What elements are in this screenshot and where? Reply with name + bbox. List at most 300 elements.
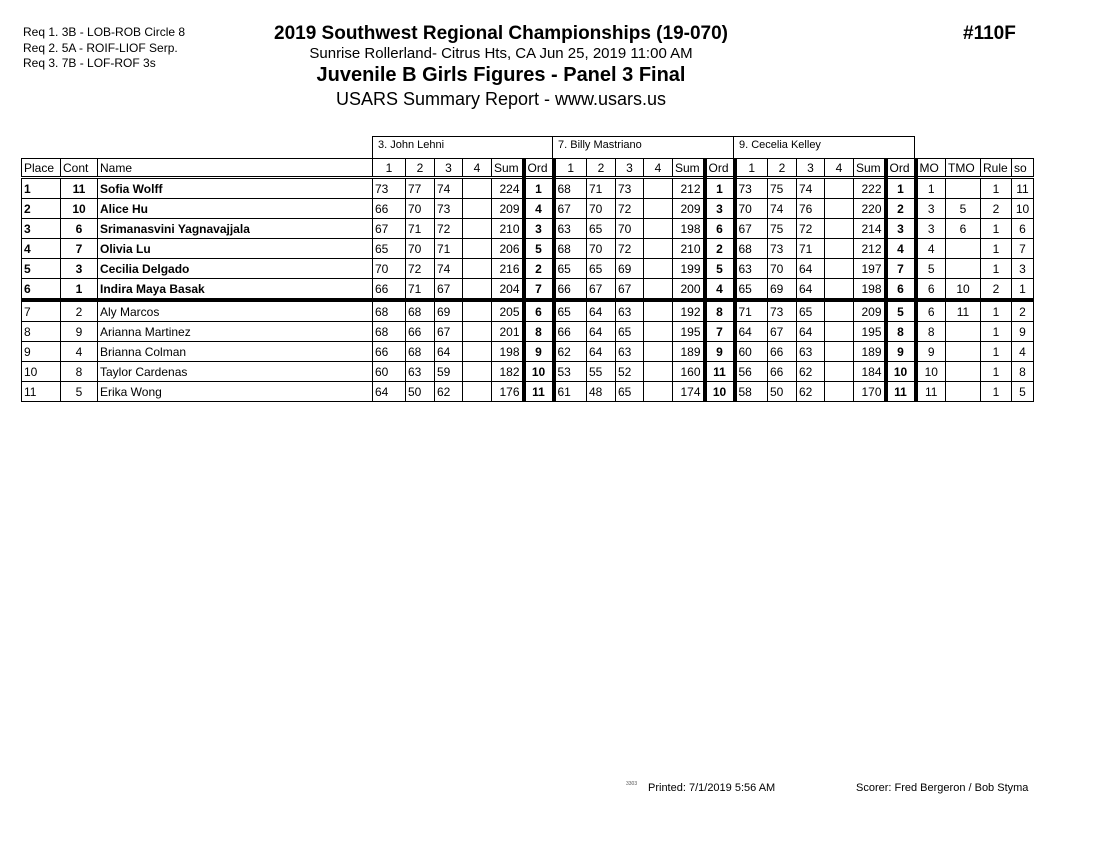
judge-3-sum: 212 bbox=[854, 239, 886, 259]
judge-3-score-3: 72 bbox=[797, 219, 825, 239]
mo-cell: 10 bbox=[916, 362, 946, 382]
tmo-cell bbox=[946, 259, 981, 279]
judge-3-score-4 bbox=[825, 322, 854, 342]
rule-cell: 1 bbox=[981, 178, 1012, 199]
judge-2-score-4 bbox=[644, 279, 673, 301]
judge-3-score-2: 50 bbox=[768, 382, 797, 402]
judge-3-ordinal: 7 bbox=[886, 259, 916, 279]
judge-3-score-1: 71 bbox=[735, 300, 768, 322]
judge-2-sum: 198 bbox=[673, 219, 705, 239]
table-row bbox=[22, 342, 1034, 362]
skater-name-cell: Taylor Cardenas bbox=[98, 362, 373, 382]
judge-1-sum: 182 bbox=[492, 362, 524, 382]
judge-1-score-4 bbox=[463, 300, 492, 322]
skater-name-cell: Arianna Martinez bbox=[98, 322, 373, 342]
place-cell: 3 bbox=[22, 219, 61, 239]
printed-timestamp: Printed: 7/1/2019 5:56 AM bbox=[648, 782, 776, 794]
judge-2-score-3: 52 bbox=[616, 362, 644, 382]
scorer-names: Scorer: Fred Bergeron / Bob Styma bbox=[856, 782, 1029, 794]
judge-1-score-4 bbox=[463, 219, 492, 239]
judge-3-score-2: 75 bbox=[768, 178, 797, 199]
so-cell: 9 bbox=[1012, 322, 1034, 342]
skater-name-cell: Indira Maya Basak bbox=[98, 279, 373, 301]
header-j1-ord: Ord bbox=[524, 159, 554, 178]
judge-1-score-1: 64 bbox=[373, 382, 406, 402]
skater-name-cell: Brianna Colman bbox=[98, 342, 373, 362]
tmo-cell bbox=[946, 342, 981, 362]
judge-1-score-2: 70 bbox=[406, 239, 435, 259]
judge-1-score-4 bbox=[463, 362, 492, 382]
table-row bbox=[22, 382, 1034, 402]
judge-3-score-1: 64 bbox=[735, 322, 768, 342]
place-cell: 4 bbox=[22, 239, 61, 259]
header-so: so bbox=[1012, 159, 1034, 178]
header-j2-sum: Sum bbox=[673, 159, 705, 178]
tmo-cell bbox=[946, 239, 981, 259]
judge-2-score-1: 68 bbox=[554, 178, 587, 199]
judge-3-score-1: 56 bbox=[735, 362, 768, 382]
judge-2-score-4 bbox=[644, 239, 673, 259]
report-code: 3303 bbox=[626, 781, 638, 787]
judge-1-score-2: 71 bbox=[406, 279, 435, 301]
rule-cell: 1 bbox=[981, 342, 1012, 362]
judge-1-ordinal: 2 bbox=[524, 259, 554, 279]
judge-2-score-3: 73 bbox=[616, 178, 644, 199]
rule-cell: 1 bbox=[981, 362, 1012, 382]
cont-cell: 10 bbox=[61, 199, 98, 219]
judge-1-score-3: 64 bbox=[435, 342, 463, 362]
so-cell: 10 bbox=[1012, 199, 1034, 219]
judge-1-score-4 bbox=[463, 199, 492, 219]
judge-1-sum: 224 bbox=[492, 178, 524, 199]
mo-cell: 9 bbox=[916, 342, 946, 362]
judge-2-ordinal: 6 bbox=[705, 219, 735, 239]
tmo-cell: 5 bbox=[946, 199, 981, 219]
judge-1-score-1: 66 bbox=[373, 342, 406, 362]
judge-3-sum: 214 bbox=[854, 219, 886, 239]
judge-1-name: 3. John Lehni bbox=[372, 136, 553, 158]
judge-1-score-2: 70 bbox=[406, 199, 435, 219]
judge-1-score-4 bbox=[463, 259, 492, 279]
judge-2-score-2: 70 bbox=[587, 239, 616, 259]
judge-3-score-1: 67 bbox=[735, 219, 768, 239]
judge-2-score-1: 66 bbox=[554, 279, 587, 301]
header-j2-s1: 1 bbox=[554, 159, 587, 178]
place-cell: 6 bbox=[22, 279, 61, 301]
rule-cell: 1 bbox=[981, 322, 1012, 342]
judge-3-score-3: 74 bbox=[797, 178, 825, 199]
judge-2-score-1: 63 bbox=[554, 219, 587, 239]
header-j2-s4: 4 bbox=[644, 159, 673, 178]
table-row bbox=[22, 219, 1034, 239]
judge-3-sum: 189 bbox=[854, 342, 886, 362]
cont-cell: 5 bbox=[61, 382, 98, 402]
place-cell: 5 bbox=[22, 259, 61, 279]
judge-3-score-3: 65 bbox=[797, 300, 825, 322]
judge-3-score-4 bbox=[825, 300, 854, 322]
judge-2-score-1: 65 bbox=[554, 300, 587, 322]
judge-2-score-4 bbox=[644, 259, 673, 279]
judge-1-sum: 198 bbox=[492, 342, 524, 362]
judge-1-score-2: 72 bbox=[406, 259, 435, 279]
mo-cell: 6 bbox=[916, 279, 946, 301]
place-cell: 9 bbox=[22, 342, 61, 362]
judge-2-sum: 209 bbox=[673, 199, 705, 219]
judge-3-ordinal: 3 bbox=[886, 219, 916, 239]
judge-3-score-4 bbox=[825, 219, 854, 239]
column-header-row bbox=[22, 159, 1034, 178]
judge-3-score-2: 75 bbox=[768, 219, 797, 239]
judge-2-score-1: 67 bbox=[554, 199, 587, 219]
judge-1-score-4 bbox=[463, 239, 492, 259]
judge-1-score-3: 74 bbox=[435, 178, 463, 199]
table-row bbox=[22, 300, 1034, 322]
judge-2-score-1: 68 bbox=[554, 239, 587, 259]
judge-1-sum: 206 bbox=[492, 239, 524, 259]
skater-name-cell: Sofia Wolff bbox=[98, 178, 373, 199]
judge-2-sum: 199 bbox=[673, 259, 705, 279]
judge-1-score-4 bbox=[463, 382, 492, 402]
judge-2-score-4 bbox=[644, 342, 673, 362]
so-cell: 5 bbox=[1012, 382, 1034, 402]
judge-3-score-2: 67 bbox=[768, 322, 797, 342]
judge-3-score-4 bbox=[825, 239, 854, 259]
judge-2-ordinal: 5 bbox=[705, 259, 735, 279]
judge-2-score-2: 65 bbox=[587, 219, 616, 239]
judge-3-score-2: 73 bbox=[768, 239, 797, 259]
judge-1-score-2: 68 bbox=[406, 300, 435, 322]
cont-cell: 4 bbox=[61, 342, 98, 362]
so-cell: 4 bbox=[1012, 342, 1034, 362]
so-cell: 8 bbox=[1012, 362, 1034, 382]
judge-2-ordinal: 9 bbox=[705, 342, 735, 362]
header-j1-sum: Sum bbox=[492, 159, 524, 178]
judge-3-score-3: 76 bbox=[797, 199, 825, 219]
so-cell: 3 bbox=[1012, 259, 1034, 279]
judge-1-score-2: 68 bbox=[406, 342, 435, 362]
judge-1-score-3: 67 bbox=[435, 322, 463, 342]
skater-name-cell: Erika Wong bbox=[98, 382, 373, 402]
judge-1-score-3: 62 bbox=[435, 382, 463, 402]
table-row bbox=[22, 199, 1034, 219]
header-j2-s3: 3 bbox=[616, 159, 644, 178]
judge-1-score-3: 73 bbox=[435, 199, 463, 219]
judge-3-ordinal: 4 bbox=[886, 239, 916, 259]
judge-3-score-3: 71 bbox=[797, 239, 825, 259]
judge-2-score-1: 62 bbox=[554, 342, 587, 362]
judge-2-score-2: 70 bbox=[587, 199, 616, 219]
judge-2-score-2: 71 bbox=[587, 178, 616, 199]
judge-2-ordinal: 8 bbox=[705, 300, 735, 322]
judge-1-score-4 bbox=[463, 279, 492, 301]
judge-2-score-1: 53 bbox=[554, 362, 587, 382]
place-cell: 7 bbox=[22, 300, 61, 322]
judge-2-score-4 bbox=[644, 219, 673, 239]
judge-2-score-1: 61 bbox=[554, 382, 587, 402]
judge-3-score-1: 60 bbox=[735, 342, 768, 362]
table-row bbox=[22, 178, 1034, 199]
judge-2-sum: 212 bbox=[673, 178, 705, 199]
judge-3-score-3: 64 bbox=[797, 279, 825, 301]
rule-cell: 2 bbox=[981, 279, 1012, 301]
judge-3-score-1: 65 bbox=[735, 279, 768, 301]
cont-cell: 2 bbox=[61, 300, 98, 322]
cont-cell: 7 bbox=[61, 239, 98, 259]
so-cell: 6 bbox=[1012, 219, 1034, 239]
judge-3-score-3: 62 bbox=[797, 362, 825, 382]
judge-2-sum: 160 bbox=[673, 362, 705, 382]
header-j1-s1: 1 bbox=[373, 159, 406, 178]
cont-cell: 3 bbox=[61, 259, 98, 279]
judge-3-ordinal: 11 bbox=[886, 382, 916, 402]
skater-name-cell: Srimanasvini Yagnavajjala bbox=[98, 219, 373, 239]
judge-2-ordinal: 1 bbox=[705, 178, 735, 199]
header-j3-s1: 1 bbox=[735, 159, 768, 178]
judge-3-score-4 bbox=[825, 199, 854, 219]
judge-1-ordinal: 10 bbox=[524, 362, 554, 382]
mo-cell: 3 bbox=[916, 219, 946, 239]
table-row bbox=[22, 362, 1034, 382]
judge-1-score-2: 71 bbox=[406, 219, 435, 239]
judge-2-score-1: 66 bbox=[554, 322, 587, 342]
judge-3-score-4 bbox=[825, 259, 854, 279]
judge-3-score-2: 66 bbox=[768, 362, 797, 382]
judge-2-ordinal: 4 bbox=[705, 279, 735, 301]
table-row bbox=[22, 239, 1034, 259]
requirement-3: Req 3. 7B - LOF-ROF 3s bbox=[23, 56, 156, 70]
judge-1-sum: 216 bbox=[492, 259, 524, 279]
header-j1-s4: 4 bbox=[463, 159, 492, 178]
judge-3-score-1: 58 bbox=[735, 382, 768, 402]
judge-2-score-4 bbox=[644, 300, 673, 322]
judge-1-sum: 176 bbox=[492, 382, 524, 402]
judge-2-sum: 195 bbox=[673, 322, 705, 342]
cont-cell: 11 bbox=[61, 178, 98, 199]
table-row bbox=[22, 322, 1034, 342]
cont-cell: 1 bbox=[61, 279, 98, 301]
judge-3-score-3: 64 bbox=[797, 322, 825, 342]
judge-2-score-3: 72 bbox=[616, 199, 644, 219]
header-place: Place bbox=[22, 159, 61, 178]
judge-2-score-2: 65 bbox=[587, 259, 616, 279]
header-j3-s2: 2 bbox=[768, 159, 797, 178]
judge-2-sum: 189 bbox=[673, 342, 705, 362]
results-table bbox=[21, 158, 1034, 402]
judge-1-ordinal: 5 bbox=[524, 239, 554, 259]
judge-3-score-2: 74 bbox=[768, 199, 797, 219]
judge-1-score-1: 66 bbox=[373, 279, 406, 301]
header-cont: Cont bbox=[61, 159, 98, 178]
judge-1-score-4 bbox=[463, 178, 492, 199]
mo-cell: 11 bbox=[916, 382, 946, 402]
judge-3-score-2: 66 bbox=[768, 342, 797, 362]
event-title: Juvenile B Girls Figures - Panel 3 Final bbox=[316, 64, 686, 86]
judge-2-score-3: 72 bbox=[616, 239, 644, 259]
header-j1-s3: 3 bbox=[435, 159, 463, 178]
judge-2-ordinal: 2 bbox=[705, 239, 735, 259]
judge-1-ordinal: 1 bbox=[524, 178, 554, 199]
judge-2-sum: 200 bbox=[673, 279, 705, 301]
judge-3-score-3: 64 bbox=[797, 259, 825, 279]
judge-1-score-2: 66 bbox=[406, 322, 435, 342]
judge-3-ordinal: 6 bbox=[886, 279, 916, 301]
judge-1-score-2: 63 bbox=[406, 362, 435, 382]
judge-3-score-4 bbox=[825, 362, 854, 382]
judge-1-ordinal: 7 bbox=[524, 279, 554, 301]
venue-date: Sunrise Rollerland- Citrus Hts, CA Jun 25, 2019 11:00 AM bbox=[309, 45, 693, 62]
judge-3-score-2: 70 bbox=[768, 259, 797, 279]
mo-cell: 6 bbox=[916, 300, 946, 322]
place-cell: 2 bbox=[22, 199, 61, 219]
judge-3-score-1: 73 bbox=[735, 178, 768, 199]
judge-2-score-2: 55 bbox=[587, 362, 616, 382]
judge-3-score-3: 62 bbox=[797, 382, 825, 402]
judge-1-sum: 205 bbox=[492, 300, 524, 322]
judge-1-score-1: 67 bbox=[373, 219, 406, 239]
rule-cell: 1 bbox=[981, 382, 1012, 402]
judge-2-name: 7. Billy Mastriano bbox=[553, 136, 734, 158]
header-j3-s4: 4 bbox=[825, 159, 854, 178]
judge-1-score-3: 69 bbox=[435, 300, 463, 322]
judge-2-score-2: 64 bbox=[587, 300, 616, 322]
judge-1-sum: 210 bbox=[492, 219, 524, 239]
judge-1-score-1: 66 bbox=[373, 199, 406, 219]
judge-2-score-2: 64 bbox=[587, 342, 616, 362]
judge-2-score-4 bbox=[644, 362, 673, 382]
judge-3-score-4 bbox=[825, 382, 854, 402]
judge-1-ordinal: 3 bbox=[524, 219, 554, 239]
mo-cell: 3 bbox=[916, 199, 946, 219]
judge-1-score-4 bbox=[463, 322, 492, 342]
table-row bbox=[22, 279, 1034, 301]
requirement-1: Req 1. 3B - LOB-ROB Circle 8 bbox=[23, 25, 186, 39]
place-cell: 10 bbox=[22, 362, 61, 382]
judge-1-score-1: 70 bbox=[373, 259, 406, 279]
judge-2-score-3: 67 bbox=[616, 279, 644, 301]
judge-2-score-3: 65 bbox=[616, 322, 644, 342]
judge-2-score-4 bbox=[644, 382, 673, 402]
mo-cell: 5 bbox=[916, 259, 946, 279]
table-row bbox=[22, 259, 1034, 279]
judge-1-score-3: 72 bbox=[435, 219, 463, 239]
header-name: Name bbox=[98, 159, 373, 178]
skater-name-cell: Olivia Lu bbox=[98, 239, 373, 259]
header-j3-sum: Sum bbox=[854, 159, 886, 178]
judge-3-score-2: 69 bbox=[768, 279, 797, 301]
judge-2-ordinal: 7 bbox=[705, 322, 735, 342]
judge-1-score-3: 67 bbox=[435, 279, 463, 301]
report-title: USARS Summary Report - www.usars.us bbox=[335, 89, 667, 109]
judge-1-ordinal: 8 bbox=[524, 322, 554, 342]
rule-cell: 1 bbox=[981, 239, 1012, 259]
judge-2-ordinal: 3 bbox=[705, 199, 735, 219]
judge-2-score-3: 65 bbox=[616, 382, 644, 402]
judge-1-ordinal: 11 bbox=[524, 382, 554, 402]
so-cell: 7 bbox=[1012, 239, 1034, 259]
place-cell: 1 bbox=[22, 178, 61, 199]
judge-3-ordinal: 2 bbox=[886, 199, 916, 219]
judge-2-score-4 bbox=[644, 199, 673, 219]
judge-2-score-2: 64 bbox=[587, 322, 616, 342]
judge-1-score-3: 74 bbox=[435, 259, 463, 279]
judge-header-row bbox=[372, 136, 915, 158]
so-cell: 1 bbox=[1012, 279, 1034, 301]
judge-2-sum: 210 bbox=[673, 239, 705, 259]
header-rule: Rule bbox=[981, 159, 1012, 178]
header-j1-s2: 2 bbox=[406, 159, 435, 178]
rule-cell: 1 bbox=[981, 219, 1012, 239]
judge-1-ordinal: 6 bbox=[524, 300, 554, 322]
judge-2-score-1: 65 bbox=[554, 259, 587, 279]
judge-3-sum: 197 bbox=[854, 259, 886, 279]
judge-3-sum: 220 bbox=[854, 199, 886, 219]
judge-2-score-4 bbox=[644, 178, 673, 199]
judge-2-score-3: 70 bbox=[616, 219, 644, 239]
rule-cell: 1 bbox=[981, 259, 1012, 279]
judge-2-score-3: 63 bbox=[616, 342, 644, 362]
judge-1-score-1: 60 bbox=[373, 362, 406, 382]
requirement-2: Req 2. 5A - ROIF-LIOF Serp. bbox=[23, 40, 178, 55]
judge-1-score-1: 68 bbox=[373, 300, 406, 322]
header-j2-s2: 2 bbox=[587, 159, 616, 178]
tmo-cell: 11 bbox=[946, 300, 981, 322]
judge-1-ordinal: 4 bbox=[524, 199, 554, 219]
judge-2-ordinal: 10 bbox=[705, 382, 735, 402]
judge-2-score-3: 69 bbox=[616, 259, 644, 279]
judge-3-sum: 209 bbox=[854, 300, 886, 322]
header-tmo: TMO bbox=[946, 159, 981, 178]
judge-2-score-3: 63 bbox=[616, 300, 644, 322]
judge-2-score-2: 67 bbox=[587, 279, 616, 301]
rule-cell: 1 bbox=[981, 300, 1012, 322]
judge-2-score-4 bbox=[644, 322, 673, 342]
header-j3-s3: 3 bbox=[797, 159, 825, 178]
judge-1-score-2: 77 bbox=[406, 178, 435, 199]
judge-3-sum: 184 bbox=[854, 362, 886, 382]
judge-1-score-1: 73 bbox=[373, 178, 406, 199]
place-cell: 8 bbox=[22, 322, 61, 342]
mo-cell: 4 bbox=[916, 239, 946, 259]
judge-3-ordinal: 5 bbox=[886, 300, 916, 322]
judge-1-ordinal: 9 bbox=[524, 342, 554, 362]
judge-3-score-3: 63 bbox=[797, 342, 825, 362]
judge-3-score-4 bbox=[825, 178, 854, 199]
judge-3-ordinal: 10 bbox=[886, 362, 916, 382]
judge-2-sum: 192 bbox=[673, 300, 705, 322]
judge-3-ordinal: 8 bbox=[886, 322, 916, 342]
judge-3-score-4 bbox=[825, 279, 854, 301]
judge-1-score-3: 71 bbox=[435, 239, 463, 259]
place-cell: 11 bbox=[22, 382, 61, 402]
tmo-cell bbox=[946, 322, 981, 342]
judge-3-score-1: 68 bbox=[735, 239, 768, 259]
header-mo: MO bbox=[916, 159, 946, 178]
tmo-cell bbox=[946, 382, 981, 402]
header-j2-ord: Ord bbox=[705, 159, 735, 178]
mo-cell: 1 bbox=[916, 178, 946, 199]
judge-3-score-4 bbox=[825, 342, 854, 362]
tmo-cell: 10 bbox=[946, 279, 981, 301]
judge-3-score-1: 70 bbox=[735, 199, 768, 219]
tmo-cell bbox=[946, 362, 981, 382]
so-cell: 11 bbox=[1012, 178, 1034, 199]
judge-1-sum: 201 bbox=[492, 322, 524, 342]
judge-3-sum: 222 bbox=[854, 178, 886, 199]
judge-3-sum: 195 bbox=[854, 322, 886, 342]
judge-1-score-2: 50 bbox=[406, 382, 435, 402]
judge-3-score-1: 63 bbox=[735, 259, 768, 279]
cont-cell: 9 bbox=[61, 322, 98, 342]
